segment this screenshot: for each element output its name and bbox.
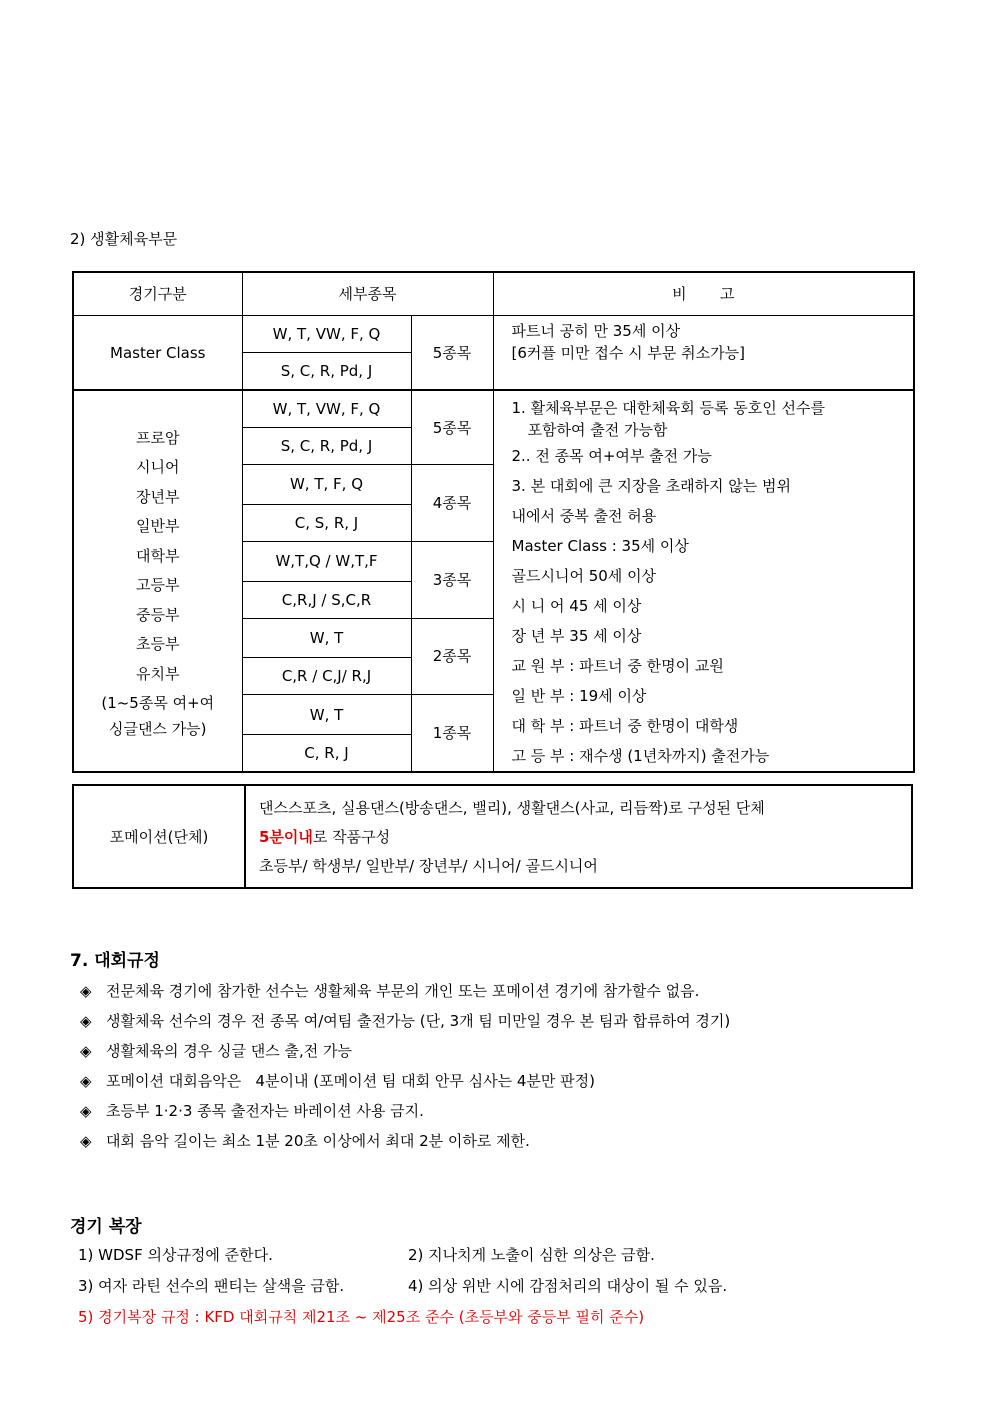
- event-cell: C, S, R, J: [242, 504, 411, 541]
- event-count: 5종목: [411, 316, 493, 391]
- remark-line: Master Class : 35세 이상: [511, 537, 689, 555]
- remark-line: 교 원 부 : 파트너 중 한명이 교원: [511, 657, 724, 675]
- event-count: 4종목: [411, 465, 493, 542]
- category-item: (1~5종목 여+여: [101, 694, 215, 712]
- costume-item: 4) 의상 위반 시에 감점처리의 대상이 될 수 있음.: [408, 1277, 728, 1295]
- rule-item: [80, 976, 730, 1006]
- event-cell: W, T: [242, 695, 411, 735]
- formation-label: 포메이션(단체): [73, 785, 245, 888]
- formation-line-rest: 로 작품구성: [312, 828, 391, 846]
- master-class-label: Master Class: [73, 316, 242, 391]
- event-cell: W, T, VW, F, Q: [242, 316, 411, 353]
- rules-title: 7. 대회규정: [70, 951, 160, 971]
- event-cell: S, C, R, Pd, J: [242, 353, 411, 391]
- category-item: 대학부: [136, 546, 180, 565]
- category-item: 고등부: [136, 576, 180, 594]
- costume-item: 3) 여자 라틴 선수의 팬티는 살색을 금함.: [78, 1277, 345, 1295]
- formation-line: [259, 823, 911, 852]
- remark-line: 내에서 중복 출전 허용: [511, 507, 657, 525]
- costume-title: 경기 복장: [70, 1217, 142, 1237]
- costume-row: [78, 1302, 644, 1333]
- costume-row: [78, 1271, 728, 1302]
- formation-content: [245, 785, 912, 888]
- rule-text: 생활체육의 경우 싱글 댄스 출,전 가능: [106, 1042, 352, 1060]
- event-cell: C,R,J / S,C,R: [242, 581, 411, 618]
- rule-item: [80, 1066, 730, 1096]
- header-remarks: 비 고: [493, 272, 914, 316]
- costume-list: [78, 1240, 728, 1333]
- event-cell: W,T,Q / W,T,F: [242, 541, 411, 581]
- costume-row: [78, 1240, 655, 1271]
- remark-line: 포함하여 출전 가능함: [527, 421, 668, 439]
- costume-item: 2) 지나치게 노출이 심한 의상은 금함.: [408, 1246, 655, 1264]
- rule-item: [80, 1006, 730, 1036]
- diamond-bullet-icon: ◈: [80, 1132, 92, 1150]
- remark-line: 장 년 부 35 세 이상: [511, 627, 642, 645]
- rule-text: 전문체육 경기에 참가한 선수는 생활체육 부문의 개인 또는 포메이션 경기에 참가할수 없음.: [106, 982, 700, 1000]
- category-item: 일반부: [136, 517, 180, 535]
- remark-line: 2.. 전 종목 여+여부 출전 가능: [511, 447, 712, 465]
- remark-line: 일 반 부 : 19세 이상: [511, 687, 647, 705]
- category-item: 유치부: [136, 664, 180, 683]
- rules-list: [80, 976, 730, 1156]
- diamond-bullet-icon: ◈: [80, 1072, 92, 1090]
- formation-line: 초등부/ 학생부/ 일반부/ 장년부/ 시니어/ 골드시니어: [259, 857, 598, 875]
- category-item: 시니어: [136, 458, 180, 476]
- category-item: 프로암: [136, 428, 180, 447]
- event-cell: C,R / C,J/ R,J: [242, 658, 411, 695]
- rule-text: 생활체육 선수의 경우 전 종목 여/여팀 출전가능 (단, 3개 팀 미만일 경우 본 팀과 합류하여 경기): [106, 1012, 731, 1030]
- event-count: 1종목: [411, 695, 493, 772]
- remark-line: 대 학 부 : 파트너 중 한명이 대학생: [511, 717, 739, 735]
- category-list: [73, 390, 242, 772]
- remark-line: 1. 활체육부문은 대한체육회 등록 동호인 선수를: [511, 399, 825, 417]
- category-item: 장년부: [136, 487, 180, 506]
- diamond-bullet-icon: ◈: [80, 982, 92, 1000]
- section-title: 2) 생활체육부문: [70, 230, 178, 248]
- formation-time-limit: 5분이내: [259, 828, 313, 846]
- rule-text: 포메이션 대회음악은 4분이내 (포메이션 팀 대회 안무 심사는 4분만 판정): [106, 1072, 595, 1090]
- costume-item: 5) 경기복장 규정 : KFD 대회규칙 제21조 ~ 제25조 준수 (초등부와 중등부 필히 준수): [78, 1308, 645, 1326]
- event-cell: W, T, VW, F, Q: [242, 390, 411, 428]
- formation-line: 댄스스포츠, 실용댄스(방송댄스, 밸리), 생활댄스(사교, 리듬짝)로 구성된 단체: [259, 799, 765, 817]
- event-cell: W, T, F, Q: [242, 465, 411, 505]
- header-events: 세부종목: [242, 272, 493, 316]
- remark-line: 3. 본 대회에 큰 지장을 초래하지 않는 범위: [511, 477, 792, 495]
- remark-line: 골드시니어 50세 이상: [511, 567, 657, 585]
- event-cell: S, C, R, Pd, J: [242, 428, 411, 465]
- costume-item: 1) WDSF 의상규정에 준한다.: [78, 1246, 273, 1264]
- diamond-bullet-icon: ◈: [80, 1042, 92, 1060]
- rule-item: [80, 1126, 730, 1156]
- event-count: 3종목: [411, 541, 493, 618]
- header-category: 경기구분: [73, 272, 242, 316]
- category-item: 초등부: [136, 635, 180, 653]
- rule-item: [80, 1096, 730, 1126]
- formation-table: [72, 784, 913, 889]
- category-item: 중등부: [136, 605, 180, 624]
- event-count: 2종목: [411, 618, 493, 695]
- remark-line: 고 등 부 : 재수생 (1년차까지) 출전가능: [511, 747, 770, 765]
- remark-line: 시 니 어 45 세 이상: [511, 597, 642, 615]
- event-cell: C, R, J: [242, 735, 411, 773]
- event-count: 5종목: [411, 390, 493, 465]
- remark-line: [6커플 미만 접수 시 부문 취소가능]: [511, 344, 745, 362]
- event-cell: W, T: [242, 618, 411, 658]
- category-item: 싱글댄스 가능): [108, 719, 207, 738]
- rule-item: [80, 1036, 730, 1066]
- diamond-bullet-icon: ◈: [80, 1012, 92, 1030]
- event-table: [72, 271, 915, 773]
- remark-line: 파트너 공히 만 35세 이상: [511, 322, 681, 340]
- diamond-bullet-icon: ◈: [80, 1102, 92, 1120]
- rule-text: 초등부 1·2·3 종목 출전자는 바레이션 사용 금지.: [106, 1102, 424, 1120]
- general-remarks: [493, 390, 914, 772]
- master-remarks: [493, 316, 914, 391]
- rule-text: 대회 음악 길이는 최소 1분 20초 이상에서 최대 2분 이하로 제한.: [106, 1132, 530, 1150]
